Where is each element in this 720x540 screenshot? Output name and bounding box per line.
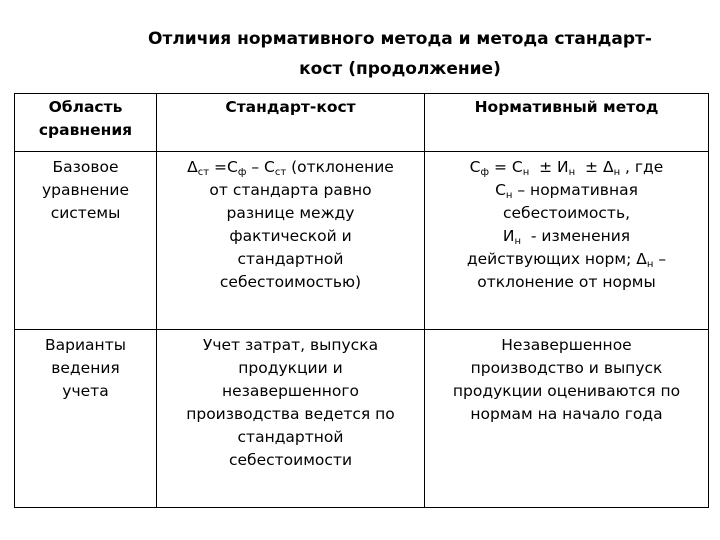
title-line-1: Отличия нормативного метода и метода стандарт- xyxy=(148,29,652,49)
title-line-2: кост (продолжение) xyxy=(299,59,501,79)
header-normative: Нормативный метод xyxy=(425,94,709,152)
row2-normative: Незавершенное производство и выпуск продукции оцениваются по нормам на начало года xyxy=(425,330,709,508)
row2-standard-cost: Учет затрат, выпуска продукции и незавершенного производства ведется по стандартной себестоимости xyxy=(157,330,425,508)
comparison-table xyxy=(14,93,709,508)
row1-standard-cost: $\Delta_{ст} =С_ф - С_{ст}$ (отклонение от стандарта равно разнице между фактической и стандартной себестоимостью) xyxy=(157,152,425,330)
table-row xyxy=(15,152,709,330)
table-header-row xyxy=(15,94,709,152)
row1-area: Базовое уравнение системы xyxy=(15,152,157,330)
header-standard-cost: Стандарт-кост xyxy=(157,94,425,152)
row1-normative: $С_ф = С_н \pm И_н \pm \Delta_н$ , где $С_н$ – нормативная себестоимость, $И_н$ - изменения действующих норм; $\Delta_н$ – отклонение от нормы xyxy=(425,152,709,330)
row2-area: Варианты ведения учета xyxy=(15,330,157,508)
slide-title xyxy=(100,24,700,84)
header-area: Область сравнения xyxy=(15,94,157,152)
normative-formula: $С_ф = С_н \pm И_н \pm \Delta_н$ , где xyxy=(469,158,664,178)
standard-cost-formula: $\Delta_{ст} =С_ф - С_{ст}$ (отклонение xyxy=(187,158,394,178)
table-row xyxy=(15,330,709,508)
